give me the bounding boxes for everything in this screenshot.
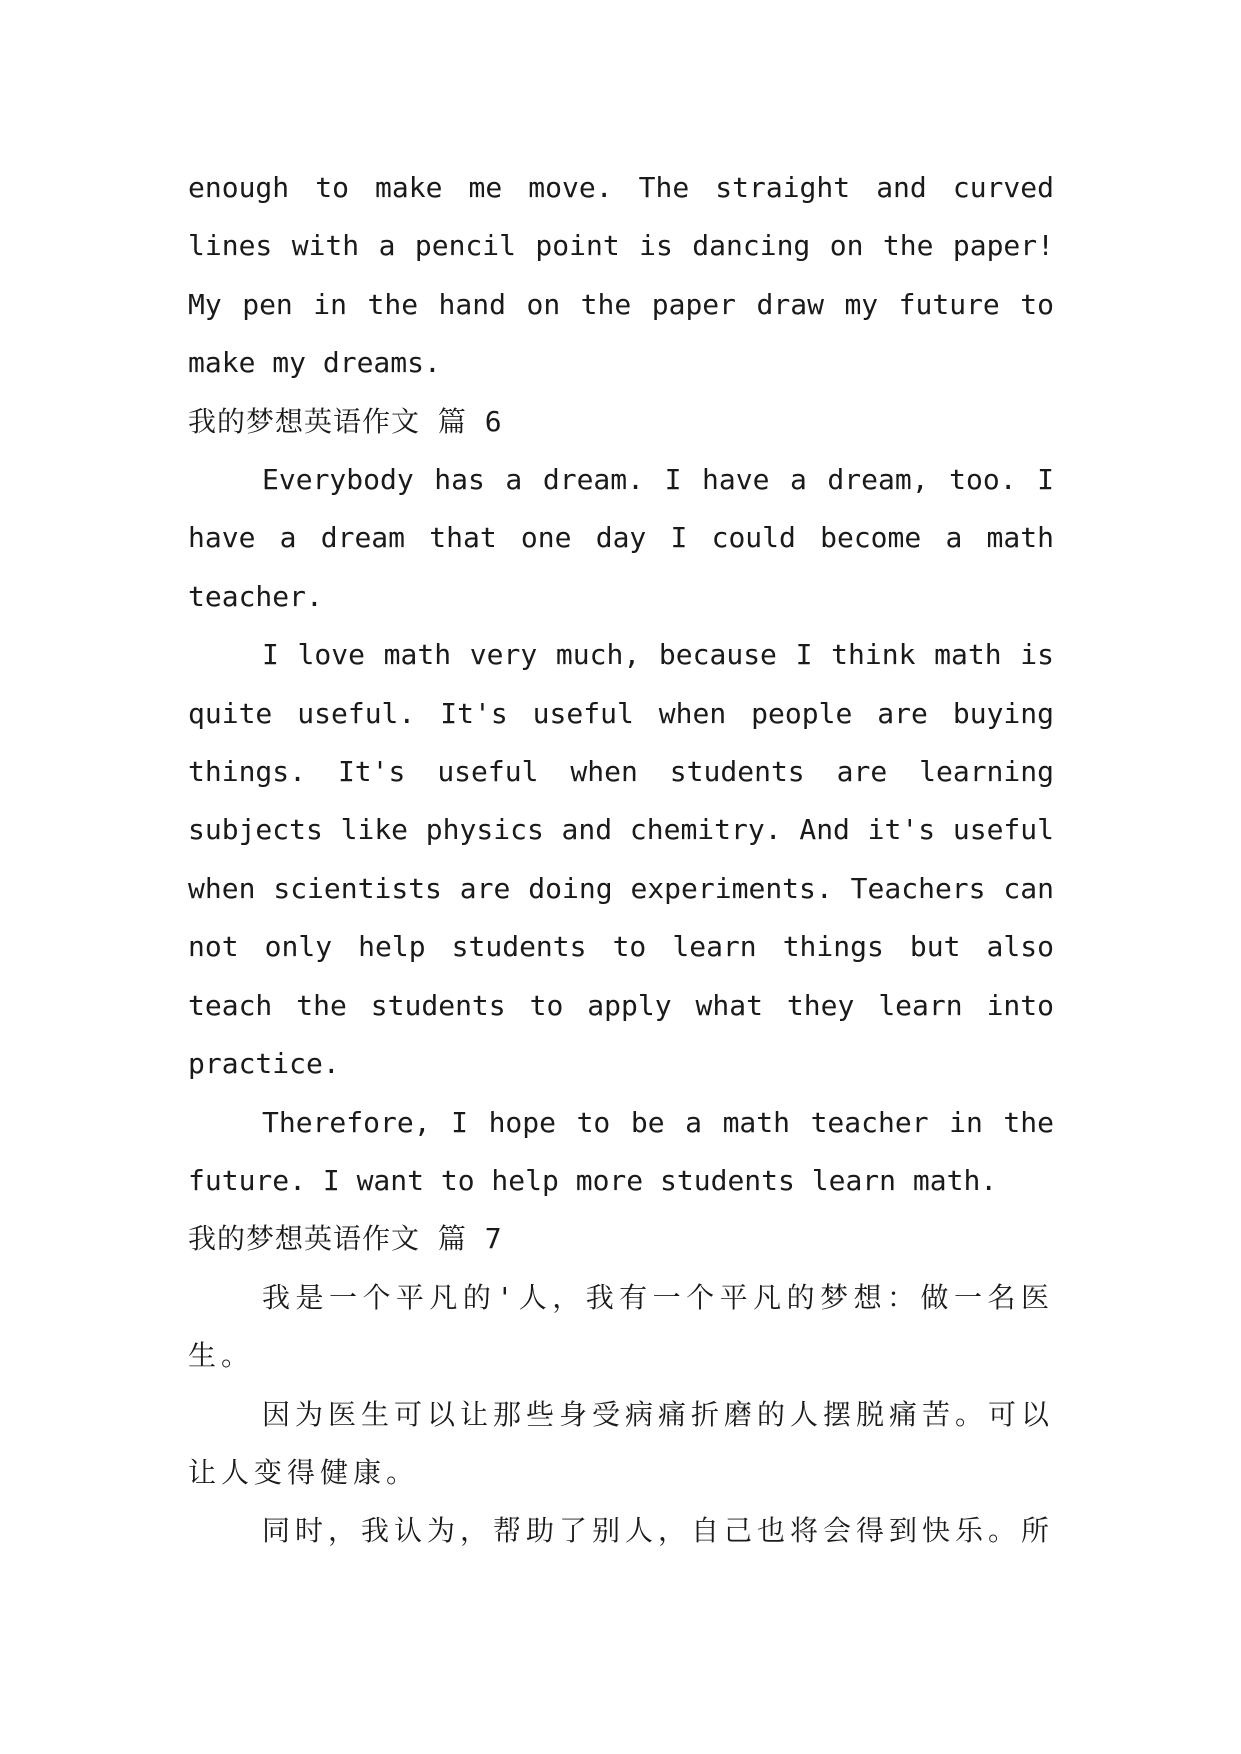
paragraph-helping-others: 同时，我认为，帮助了别人，自己也将会得到快乐。所 bbox=[262, 1514, 1055, 1548]
paragraph-continued: enough to make me move. The straight and curved lines with a pencil point is dancing on the paper! My pen in the hand on the paper draw my future to make my dreams. bbox=[188, 171, 1054, 380]
document-body bbox=[188, 159, 1054, 1561]
paragraph-love-math: I love math very much, because I think math is quite useful. It's useful when people are buying things. It's useful when students are learning subjects like physics and chemitry. And it's useful when scientists are doing experiments. Teachers can not only help students to learn things but also teach the students to apply what they learn into practice. bbox=[188, 638, 1054, 1081]
paragraph-therefore: Therefore, I hope to be a math teacher in the future. I want to help more students learn math. bbox=[188, 1105, 1054, 1197]
paragraph-doctor-dream: 我是一个平凡的'人，我有一个平凡的梦想：做一名医生。 bbox=[188, 1280, 1054, 1373]
section-heading-7: 我的梦想英语作文 篇 7 bbox=[188, 1222, 503, 1256]
paragraph-dream-intro: Everybody has a dream. I have a dream, too. I have a dream that one day I could become a math teacher. bbox=[188, 463, 1054, 613]
section-heading-6: 我的梦想英语作文 篇 6 bbox=[188, 404, 503, 438]
paragraph-doctor-reason: 因为医生可以让那些身受病痛折磨的人摆脱痛苦。可以让人变得健康。 bbox=[188, 1397, 1055, 1489]
